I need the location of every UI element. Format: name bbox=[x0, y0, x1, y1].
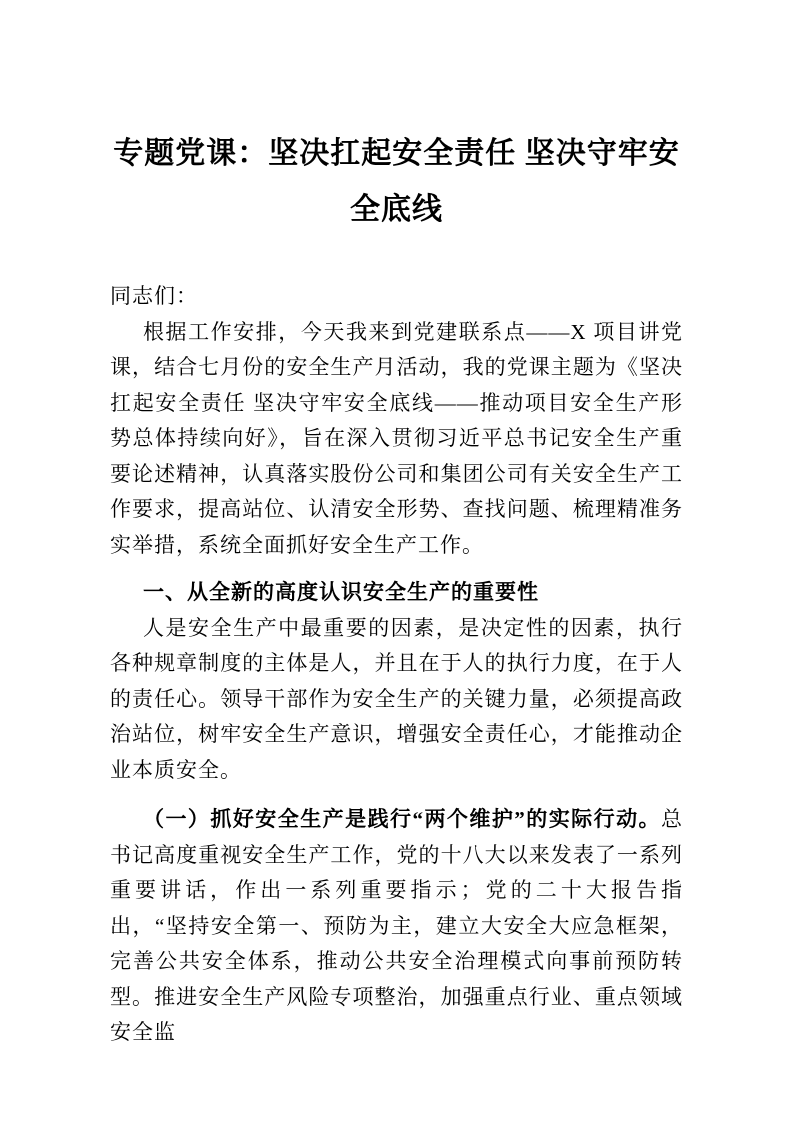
salutation: 同志们： bbox=[110, 284, 198, 308]
title-line-2: 全底线 bbox=[350, 193, 443, 226]
paragraph-point-one bbox=[110, 802, 683, 1051]
section-heading-1: 一、从全新的高度认识安全生产的重要性 bbox=[143, 581, 539, 604]
point-one-lead: （一）抓好安全生产是践行“两个维护”的实际行动。 bbox=[143, 807, 661, 831]
paragraph-opening: 根据工作安排，今天我来到党建联系点——X 项目讲党课，结合七月份的安全生产月活动，我的党课主题为《坚决扛起安全责任 坚决守牢安全底线——推动项目安全生产形势总体持续向好》，旨在深入贯彻习近平总书记安全生产重要论述精神，认真落实股份公司和集团公司有关安全生产工作要求，提高站位、认清安全形势、查找问题、梳理精准务实举措，系统全面抓好安全生产工作。 bbox=[110, 319, 683, 557]
document-title bbox=[110, 126, 683, 238]
point-one-body: 总书记高度重视安全生产工作，党的十八大以来发表了一系列重要讲话，作出一系列重要指示；党的二十大报告指出，“坚持安全第一、预防为主，建立大安全大应急框架，完善公共安全体系，推动公共安全治理模式向事前预防转型。推进安全生产风险专项整治，加强重点行业、重点领域安全监 bbox=[110, 807, 683, 1044]
paragraph-importance-of-people: 人是安全生产中最重要的因素，是决定性的因素，执行各种规章制度的主体是人，并且在于人的执行力度，在于人的责任心。领导干部作为安全生产的关键力量，必须提高政治站位，树牢安全生产意识，增强安全责任心，才能推动企业本质安全。 bbox=[110, 615, 683, 782]
title-line-1: 专题党课：坚决扛起安全责任 坚决守牢安 bbox=[113, 137, 680, 170]
